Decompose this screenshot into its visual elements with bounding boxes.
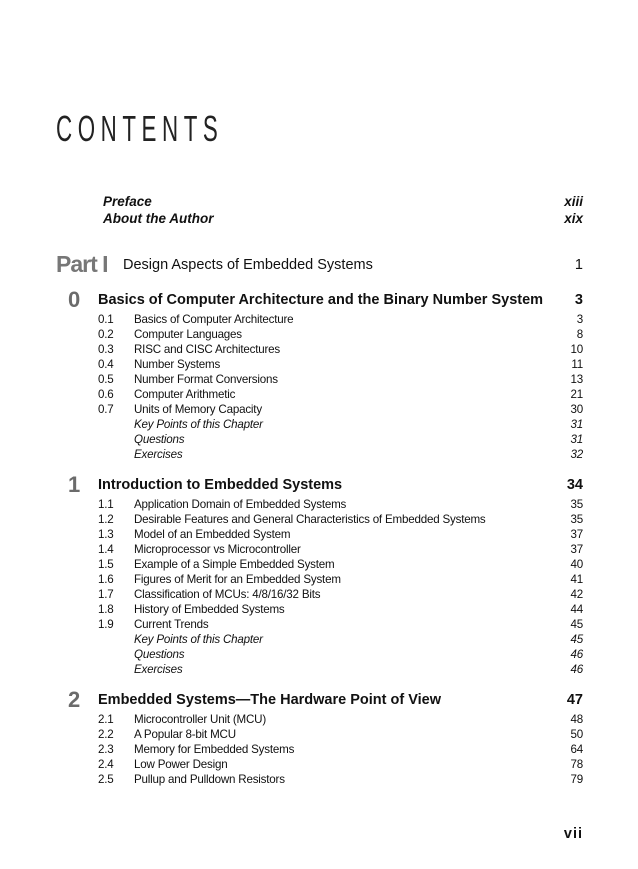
section-title: Key Points of this Chapter	[134, 633, 263, 646]
part-label: Part I	[56, 251, 108, 277]
front-matter-title: Preface	[103, 194, 152, 209]
section-page: 44	[570, 603, 583, 616]
section-title: Computer Arithmetic	[134, 388, 236, 401]
section-page: 10	[570, 343, 583, 356]
section-number: 2.4	[98, 758, 114, 771]
section-page: 31	[570, 433, 583, 446]
section-page: 30	[570, 403, 583, 416]
section-page: 37	[570, 528, 583, 541]
section-page: 31	[570, 418, 583, 431]
section-title: Number Format Conversions	[134, 373, 278, 386]
section-title: Basics of Computer Architecture	[134, 313, 294, 326]
part-title: Design Aspects of Embedded Systems	[123, 257, 373, 273]
section-number: 0.5	[98, 373, 114, 386]
section-number: 0.1	[98, 313, 114, 326]
section-title: Exercises	[134, 448, 183, 461]
section-page: 8	[576, 328, 583, 341]
section-title: Model of an Embedded System	[134, 528, 291, 541]
section-number: 2.5	[98, 773, 114, 786]
section-title: A Popular 8-bit MCU	[134, 728, 236, 741]
contents-heading: CONTENTS	[56, 108, 224, 149]
front-matter-preface	[103, 194, 583, 209]
section-page: 79	[570, 773, 583, 786]
chapter-number: 1	[68, 472, 81, 497]
section-number: 1.3	[98, 528, 114, 541]
section-title: Exercises	[134, 663, 183, 676]
front-matter-page: xix	[564, 211, 583, 226]
section-title: RISC and CISC Architectures	[134, 343, 281, 356]
section-title: Microcontroller Unit (MCU)	[134, 713, 267, 726]
section-title: Units of Memory Capacity	[134, 403, 262, 416]
section-title: Desirable Features and General Characteristics of Embedded Systems	[134, 513, 486, 526]
section-title: History of Embedded Systems	[134, 603, 285, 616]
section-page: 35	[570, 498, 583, 511]
section-title: Low Power Design	[134, 758, 228, 771]
section-number: 0.2	[98, 328, 114, 341]
section-page: 21	[570, 388, 583, 401]
section-number: 1.4	[98, 543, 114, 556]
section-page: 37	[570, 543, 583, 556]
section-number: 2.3	[98, 743, 114, 756]
section-number: 2.2	[98, 728, 114, 741]
section-number: 0.6	[98, 388, 114, 401]
chapter-title: Basics of Computer Architecture and the Binary Number System	[98, 292, 544, 308]
section-page: 40	[570, 558, 583, 571]
section-title: Computer Languages	[134, 328, 242, 341]
section-number: 0.3	[98, 343, 114, 356]
section-page: 35	[570, 513, 583, 526]
section-number: 1.7	[98, 588, 114, 601]
section-number: 1.6	[98, 573, 114, 586]
front-matter-title: About the Author	[103, 211, 214, 226]
part-page: 1	[574, 257, 583, 273]
section-number: 1.8	[98, 603, 114, 616]
section-number: 1.9	[98, 618, 114, 631]
chapter-page: 34	[566, 477, 583, 493]
section-title: Questions	[134, 648, 185, 661]
section-title: Number Systems	[134, 358, 221, 371]
chapter-number: 2	[68, 687, 81, 712]
section-title: Current Trends	[134, 618, 209, 631]
front-matter-about-author	[103, 211, 583, 226]
section-page: 11	[571, 358, 583, 371]
section-number: 0.4	[98, 358, 114, 371]
section-title: Application Domain of Embedded Systems	[134, 498, 347, 511]
section-page: 45	[570, 633, 583, 646]
page-number: vii	[563, 826, 583, 842]
front-matter-page: xiii	[564, 194, 583, 209]
section-page: 50	[570, 728, 583, 741]
section-page: 46	[570, 648, 583, 661]
section-title: Pullup and Pulldown Resistors	[134, 773, 285, 786]
section-title: Memory for Embedded Systems	[134, 743, 295, 756]
section-page: 32	[570, 448, 583, 461]
section-title: Figures of Merit for an Embedded System	[134, 573, 341, 586]
chapter-title: Embedded Systems—The Hardware Point of View	[98, 692, 441, 708]
section-page: 41	[570, 573, 583, 586]
section-number: 1.2	[98, 513, 114, 526]
section-title: Microprocessor vs Microcontroller	[134, 543, 301, 556]
section-number: 2.1	[98, 713, 114, 726]
chapter-page: 47	[566, 692, 583, 708]
section-page: 3	[576, 313, 583, 326]
section-number: 1.5	[98, 558, 114, 571]
section-page: 46	[570, 663, 583, 676]
section-page: 42	[570, 588, 583, 601]
section-title: Key Points of this Chapter	[134, 418, 263, 431]
section-page: 48	[570, 713, 583, 726]
section-page: 78	[570, 758, 583, 771]
section-title: Classification of MCUs: 4/8/16/32 Bits	[134, 588, 321, 601]
chapter-number: 0	[68, 287, 81, 312]
section-page: 13	[570, 373, 583, 386]
section-page: 45	[570, 618, 583, 631]
section-number: 1.1	[98, 498, 114, 511]
section-title: Example of a Simple Embedded System	[134, 558, 335, 571]
chapter-title: Introduction to Embedded Systems	[98, 477, 343, 493]
section-title: Questions	[134, 433, 185, 446]
chapter-page: 3	[574, 292, 583, 308]
section-page: 64	[570, 743, 583, 756]
section-number: 0.7	[98, 403, 114, 416]
